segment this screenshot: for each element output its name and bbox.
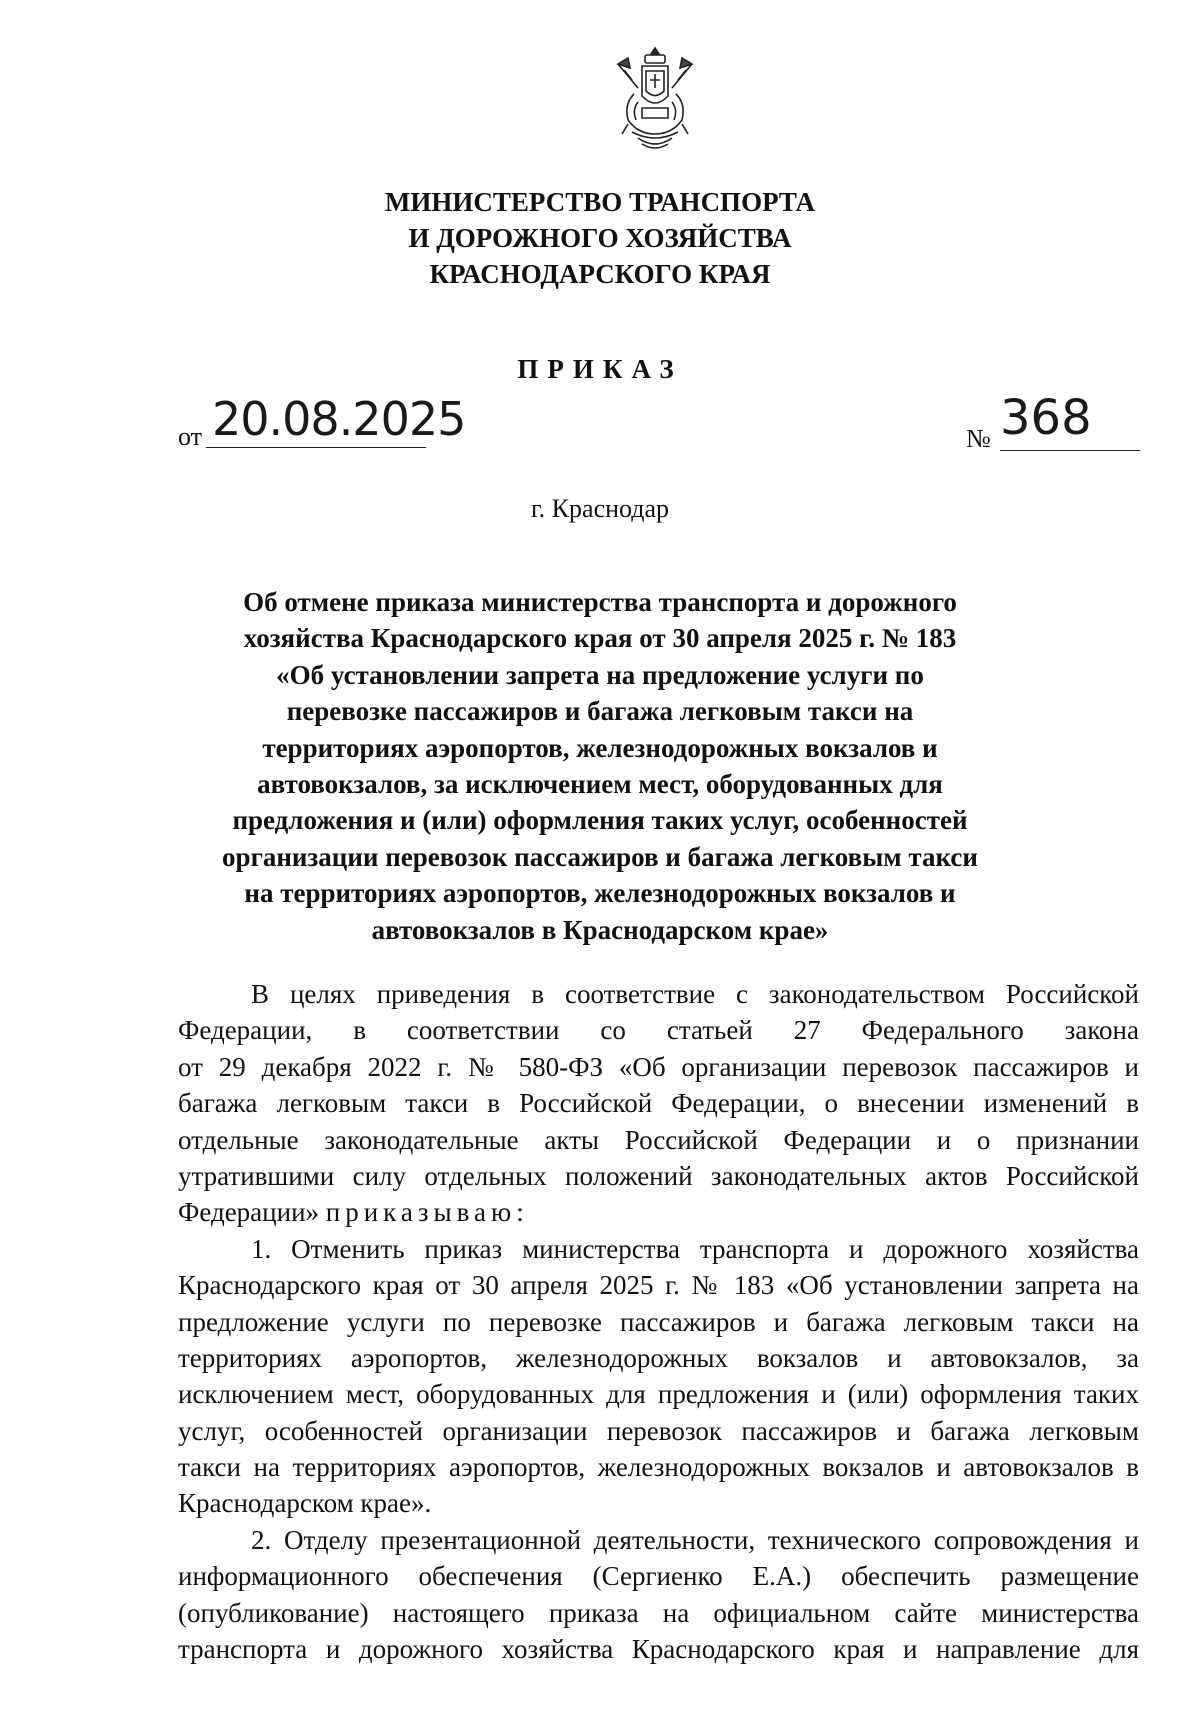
body-line: В целях приведения в соответствие с законодательством Российской: [251, 979, 1139, 1009]
order-word: приказываю:: [325, 1197, 529, 1228]
body-line: транспорта и дорожного хозяйства Краснодарского края и направление для: [178, 1634, 1139, 1665]
title-line: предложения и (или) оформления таких услуг, особенностей: [232, 805, 968, 836]
handwritten-number: 368: [1000, 390, 1092, 446]
body-line: такси на территориях аэропортов, железнодорожных вокзалов и автовокзалов в: [178, 1452, 1139, 1483]
body-line: Краснодарского края от 30 апреля 2025 г. № 183 «Об установлении запрета на: [178, 1270, 1139, 1301]
title-line: автовокзалов, за исключением мест, оборудованных для: [257, 769, 943, 800]
preamble-paragraph: [178, 976, 1139, 1231]
body-line: Федерации, в соответствии со статьей 27 Федерального закона: [178, 1015, 1139, 1046]
preamble-end: Федерации»: [178, 1197, 320, 1228]
body-line: 2. Отделу презентационной деятельности, технического сопровождения и: [251, 1524, 1139, 1555]
body-line: информационного обеспечения (Сергиенко Е.А.) обеспечить размещение: [178, 1561, 1139, 1592]
body-line: утратившими силу отдельных положений законодательных актов Российской: [178, 1160, 1139, 1191]
order-body: [178, 976, 1139, 1667]
city: г. Краснодар: [530, 494, 670, 523]
document-type: ПРИКАЗ: [517, 354, 683, 384]
number-label: №: [966, 424, 991, 453]
item-2-paragraph: [178, 1522, 1139, 1668]
title-line: автовокзалов в Краснодарском крае»: [371, 914, 829, 945]
body-line: багажа легковым такси в Российской Федерации, о внесении изменений в: [178, 1088, 1139, 1119]
body-line: предложение услуги по перевозке пассажиров и багажа легковым такси на: [178, 1306, 1139, 1337]
body-line: 1. Отменить приказ министерства транспорта и дорожного хозяйства: [251, 1233, 1139, 1264]
body-line: (опубликование) настоящего приказа на официальном сайте министерства: [178, 1597, 1139, 1628]
title-line: территориях аэропортов, железнодорожных вокзалов и: [262, 732, 938, 763]
date-underline: [206, 447, 426, 448]
title-line: перевозке пассажиров и багажа легковым такси на: [286, 696, 914, 727]
body-line: [178, 1194, 1139, 1230]
ministry-line: МИНИСТЕРСТВО ТРАНСПОРТА: [384, 187, 816, 217]
number-underline: [1000, 450, 1140, 451]
ministry-name: [0, 184, 1200, 292]
body-line: исключением мест, оборудованных для предложения и (или) оформления таких: [178, 1379, 1139, 1410]
order-title: [0, 584, 1200, 948]
item-1-paragraph: [178, 1231, 1139, 1522]
title-line: организации перевозок пассажиров и багажа легковым такси: [222, 841, 978, 872]
body-line: отдельные законодательные акты Российской Федерации и о признании: [178, 1124, 1139, 1155]
ministry-line: КРАСНОДАРСКОГО КРАЯ: [429, 259, 771, 289]
body-line: Краснодарском крае».: [178, 1488, 432, 1519]
handwritten-date: 20.08.2025: [212, 392, 466, 446]
ministry-line: И ДОРОЖНОГО ХОЗЯЙСТВА: [408, 223, 792, 253]
title-line: Об отмене приказа министерства транспорта и дорожного: [243, 587, 957, 617]
title-line: «Об установлении запрета на предложение услуги по: [276, 659, 924, 690]
coat-of-arms-emblem: [612, 44, 698, 154]
body-line: услуг, особенностей организации перевозок пассажиров и багажа легковым: [178, 1415, 1139, 1446]
title-line: хозяйства Краснодарского края от 30 апреля 2025 г. № 183: [243, 623, 957, 654]
body-line: территориях аэропортов, железнодорожных вокзалов и автовокзалов, за: [178, 1342, 1139, 1373]
body-line: от 29 декабря 2022 г. № 580-ФЗ «Об организации перевозок пассажиров и: [178, 1051, 1139, 1082]
date-label: от: [178, 422, 203, 451]
title-line: на территориях аэропортов, железнодорожных вокзалов и: [244, 878, 956, 909]
